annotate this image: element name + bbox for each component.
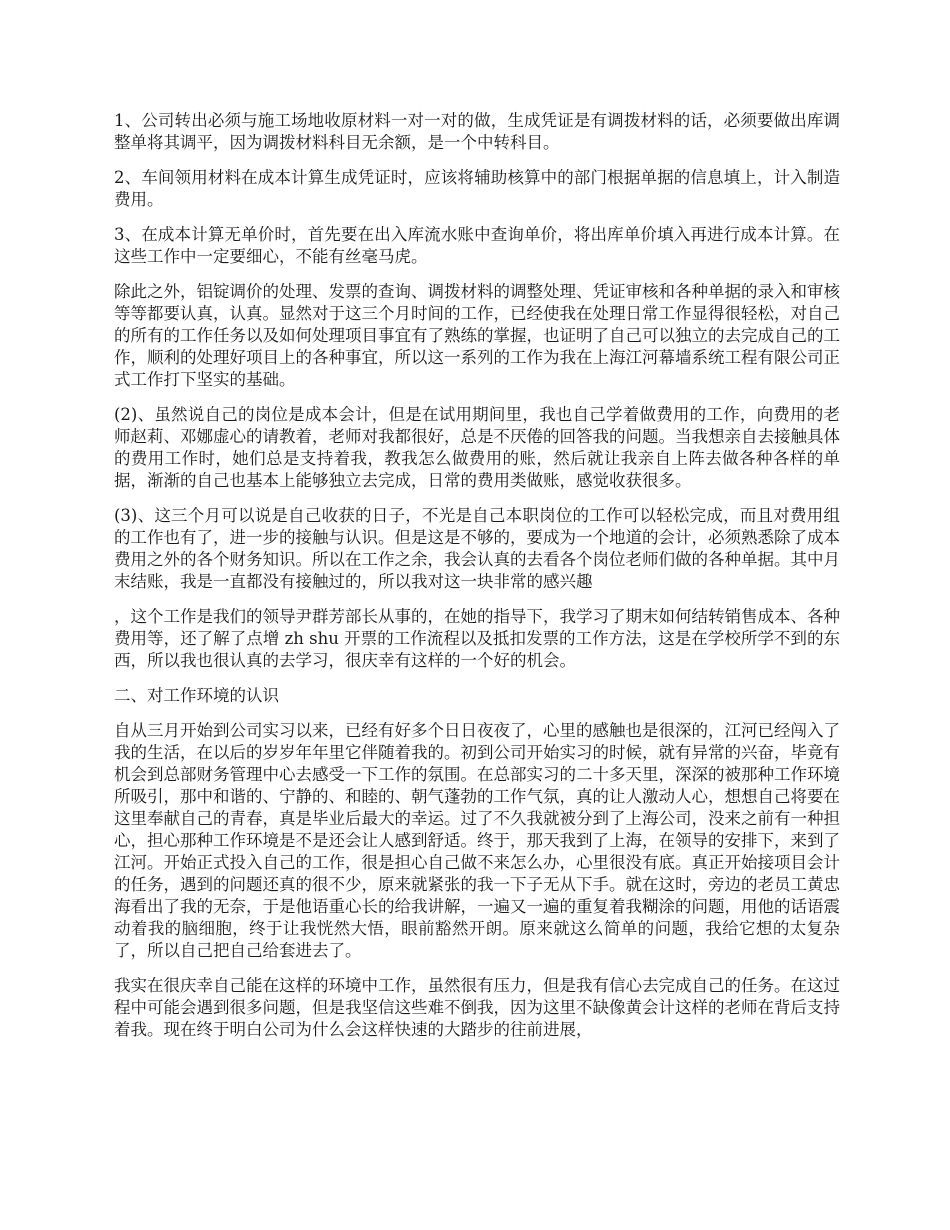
paragraph-environment: 自从三月开始到公司实习以来，已经有好多个日日夜夜了，心里的感触也是很深的，江河已经闯入了我的生活，在以后的岁岁年年里它伴随着我的。初到公司开始实习的时候，就有异常的兴奋，毕竟有机会到总部财务管理中心去感受一下工作的氛围。在总部实习的二十多天里，深深的被那种工作环境所吸引，那中和谐的、宁静的、和睦的、朝气蓬勃的工作气氛，真的让人激动人心，想想自己将要在这里奉献自己的青春，真是毕业后最大的幸运。过了不久我就被分到了上海公司，没来之前有一种担心，担心那种工作环境是不是还会让人感到舒适。终于，那天我到了上海，在领导的安排下，来到了江河。开始正式投入自己的工作，很是担心自己做不来怎么办，心里很没有底。真正开始接项目会计的任务，遇到的问题还真的很不少，原来就紧张的我一下子无从下手。就在这时，旁边的老员工黄忠海看出了我的无奈，于是他语重心长的给我讲解，一遍又一遍的重复着我糊涂的问题，用他的话语震动着我的脑细胞，终于让我恍然大悟，眼前豁然开朗。原来就这么简单的问题，我给它想的太复杂了，所以自己把自己给套进去了。: [114, 721, 840, 960]
paragraph-point-2: (2)、虽然说自己的岗位是成本会计，但是在试用期间里，我也自己学着做费用的工作，向费用的老师赵莉、邓娜虚心的请教着，老师对我都很好，总是不厌倦的回答我的问题。当我想亲自去接触具体的费用工作时，她们总是支持着我，教我怎么做费用的账，然后就让我亲自上阵去做各种各样的单据，渐渐的自己也基本上能够独立去完成，日常的费用类做账，感觉收获很多。: [114, 405, 840, 490]
paragraph-point-3: (3)、这三个月可以说是自己收获的日子，不光是自己本职岗位的工作可以轻松完成，而且对费用组的工作也有了，进一步的接触与认识。但是这是不够的，要成为一个地道的会计，必须熟悉除了成本费用之外的各个财务知识。所以在工作之余，我会认真的去看各个岗位老师们做的各种单据。其中月末结账，我是一直都没有接触过的，所以我对这一块非常的感兴趣: [114, 506, 840, 591]
document-page: [114, 110, 840, 1054]
paragraph-item-2: 2、车间领用材料在成本计算生成凭证时，应该将辅助核算中的部门根据单据的信息填上，计入制造费用。: [114, 168, 840, 209]
paragraph-item-3: 3、在成本计算无单价时，首先要在出入库流水账中查询单价，将出库单价填入再进行成本计算。在这些工作中一定要细心，不能有丝毫马虎。: [114, 225, 840, 266]
section-heading: 二、对工作环境的认识: [114, 686, 279, 705]
paragraph-point-3-continued: ，这个工作是我们的领导尹群芳部长从事的，在她的指导下，我学习了期末如何结转销售成本、各种费用等，还了解了点增 zh shu 开票的工作流程以及抵扣发票的工作方法，这是在学校所学不到的东西，所以我也很认真的去学习，很庆幸有这样的一个好的机会。: [114, 607, 840, 670]
paragraph-summary: 除此之外，铝锭调价的处理、发票的查询、调拨材料的调整处理、凭证审核和各种单据的录入和审核等等都要认真，认真。显然对于这三个月时间的工作，已经使我在处理日常工作显得很轻松，对自己的所有的工作任务以及如何处理项目事宜有了熟练的掌握，也证明了自己可以独立的去完成自己的工作，顺利的处理好项目上的各种事宜，所以这一系列的工作为我在上海江河幕墙系统工程有限公司正式工作打下坚实的基础。: [114, 282, 840, 389]
paragraph-closing: 我实在很庆幸自己能在这样的环境中工作，虽然很有压力，但是我有信心去完成自己的任务。在这过程中可能会遇到很多问题，但是我坚信这些难不倒我，因为这里不缺像黄会计这样的老师在背后支持着我。现在终于明白公司为什么会这样快速的大踏步的往前进展，: [114, 976, 840, 1039]
paragraph-item-1: 1、公司转出必须与施工场地收原材料一对一对的做，生成凭证是有调拨材料的话，必须要做出库调整单将其调平，因为调拨材料科目无余额，是一个中转科目。: [114, 111, 840, 152]
